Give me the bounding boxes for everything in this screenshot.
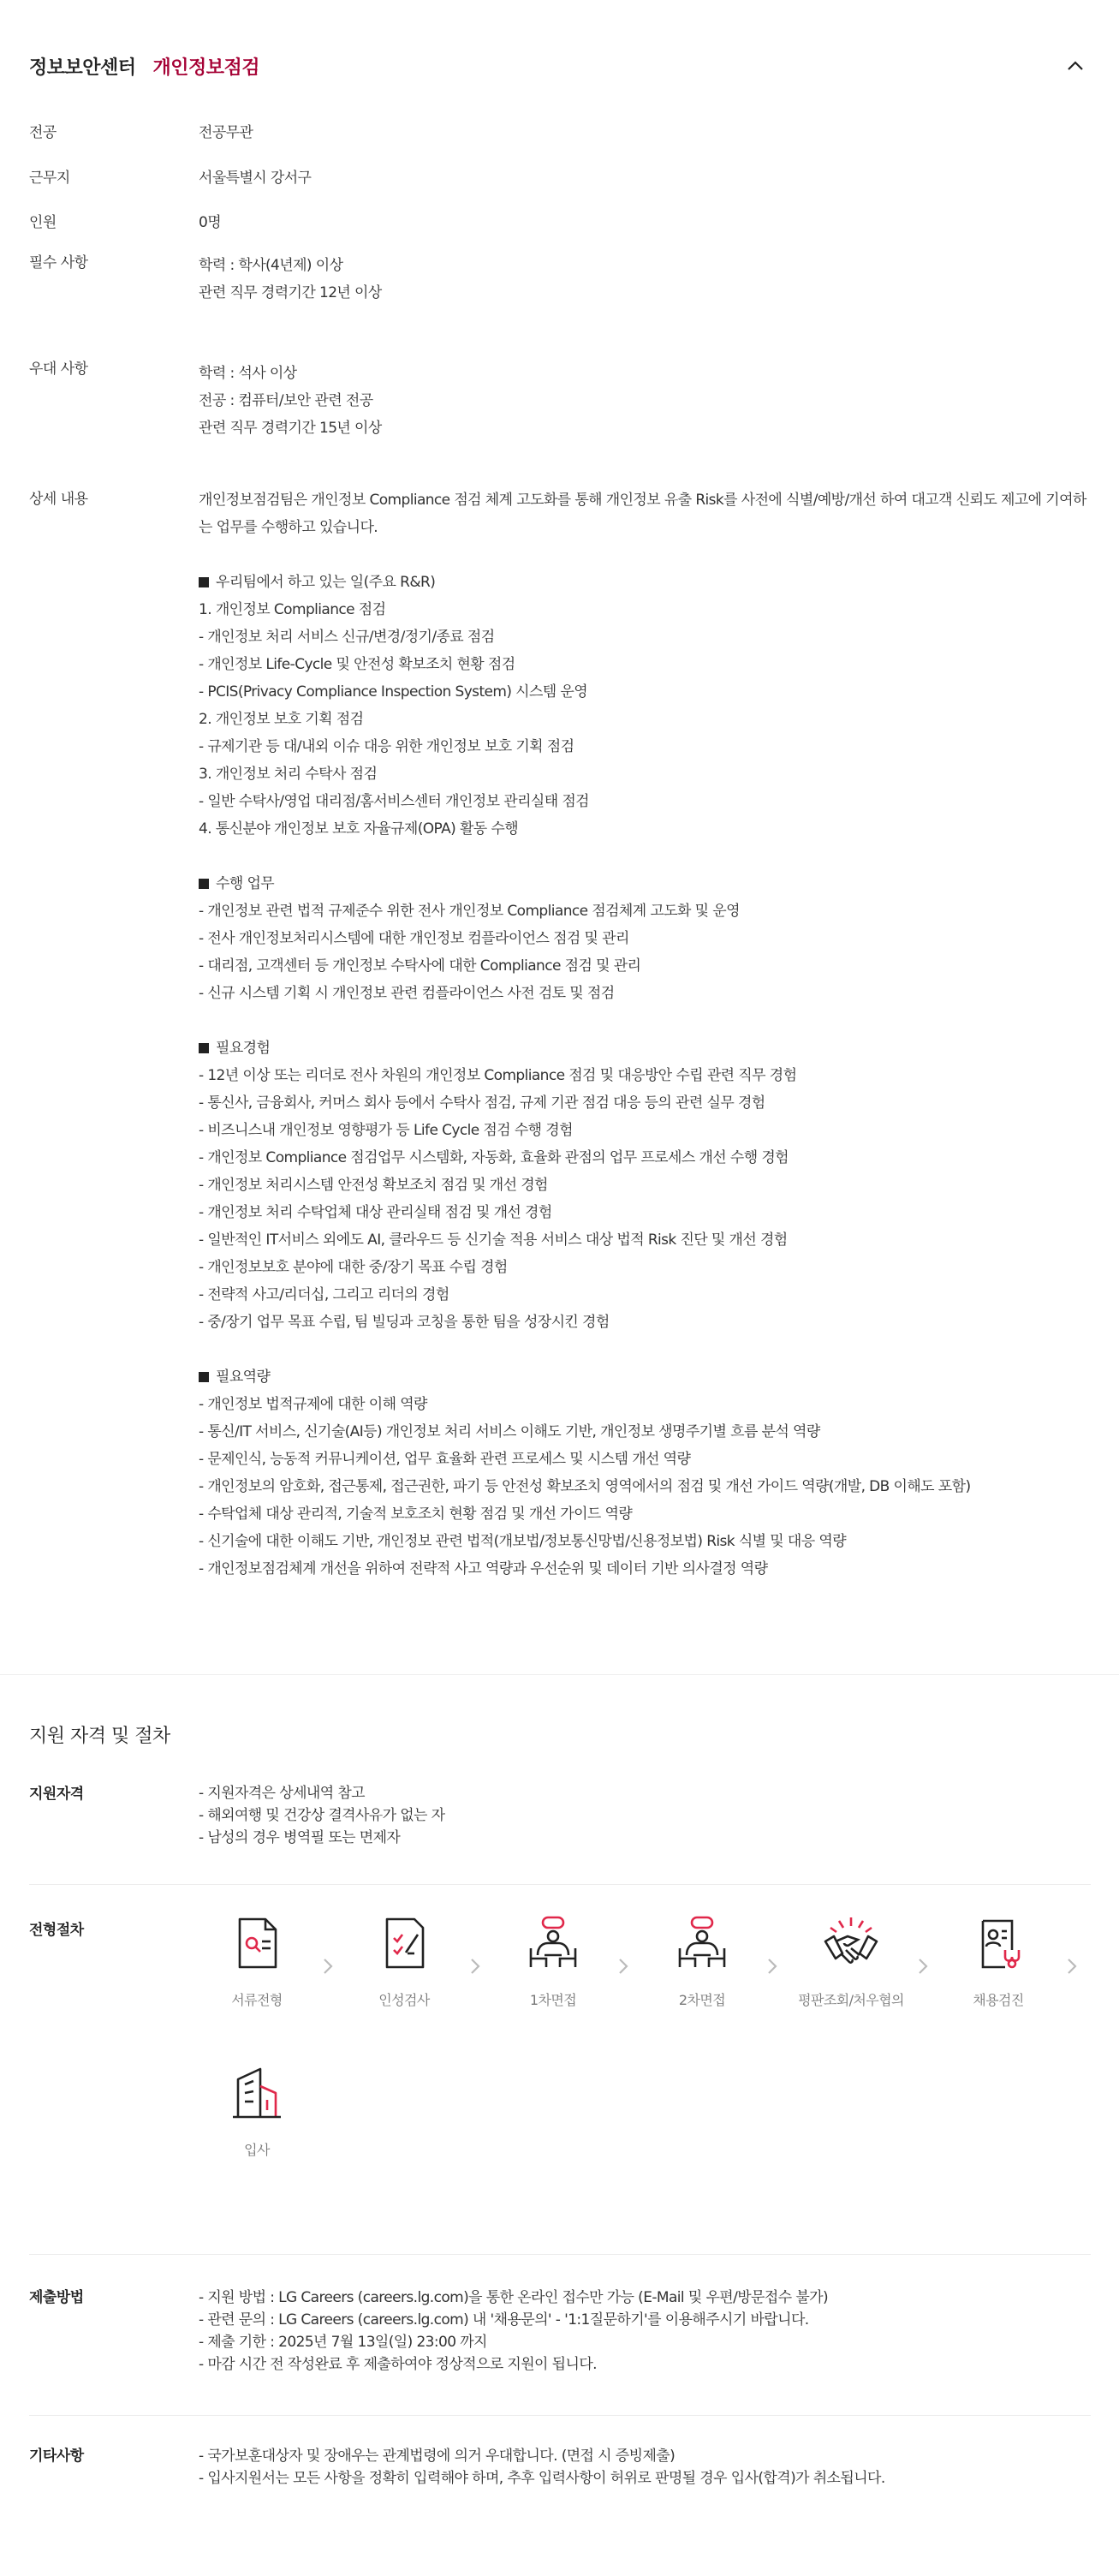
- tasks-line: - 대리점, 고객센터 등 개인정보 수탁사에 대한 Compliance 점검 및 관리: [199, 957, 641, 975]
- etc-label: 기타사항: [29, 2448, 84, 2465]
- tasks-line: - 전사 개인정보처리시스템에 대한 개인정보 컴플라이언스 점검 및 관리: [199, 930, 629, 947]
- rnr-line: 4. 통신분야 개인정보 보호 자율규제(OPA) 활동 수행: [199, 820, 519, 838]
- process-step-interview-1: [493, 1916, 613, 2009]
- chevron-right-icon: [468, 1958, 482, 1975]
- preferred-line: 관련 직무 경력기간 15년 이상: [199, 420, 382, 437]
- experience-line: - 개인정보 Compliance 점검업무 시스템화, 자동화, 효율화 관점의 업무 프로세스 개선 수행 경험: [199, 1149, 789, 1166]
- process-label: 전형절차: [29, 1922, 84, 1939]
- row-divider: [29, 2415, 1091, 2416]
- process-step-label: 1차면접: [529, 1992, 577, 2008]
- tasks-heading: [199, 870, 1106, 897]
- rnr-line: 2. 개인정보 보호 기획 점검: [199, 711, 364, 728]
- experience-line: - 개인정보 처리시스템 안전성 확보조치 점검 및 개선 경험: [199, 1177, 548, 1194]
- rnr-line: 3. 개인정보 처리 수탁사 점검: [199, 766, 378, 783]
- chevron-up-icon: [1067, 61, 1084, 71]
- required-line: 관련 직무 경력기간 12년 이상: [199, 284, 382, 301]
- row-divider: [29, 2254, 1091, 2255]
- process-step-label: 인성검사: [378, 1992, 430, 2008]
- qualification-text: [199, 1782, 1089, 1849]
- rnr-line: - PCIS(Privacy Compliance Inspection System) 시스템 운영: [199, 683, 588, 701]
- experience-line: - 통신사, 금융회사, 커머스 회사 등에서 수탁사 점검, 규제 기관 점검 대응 등의 관련 실무 경험: [199, 1094, 765, 1112]
- submission-line: - 관련 문의 : LG Careers (careers.lg.com) 내 '채용문의' - '1:1질문하기'를 이용해주시기 바랍니다.: [199, 2311, 809, 2329]
- competency-line: - 문제인식, 능동적 커뮤니케이션, 업무 효율화 관련 프로세스 및 시스템 개선 역량: [199, 1451, 691, 1468]
- medical-check-icon: [971, 1916, 1026, 1971]
- submission-line: - 지원 방법 : LG Careers (careers.lg.com)을 통한 온라인 접수만 가능 (E-Mail 및 우편/방문접수 불가): [199, 2289, 828, 2306]
- qualification-line: - 남성의 경우 병역필 또는 면제자: [199, 1829, 401, 1846]
- competency-line: - 수탁업체 대상 관리적, 기술적 보호조치 현황 점검 및 개선 가이드 역량: [199, 1506, 633, 1523]
- handshake-icon: [824, 1916, 878, 1971]
- etc-line: - 국가보훈대상자 및 장애우는 관계법령에 의거 우대합니다. (면접 시 증빙제출): [199, 2448, 676, 2465]
- document-search-icon: [229, 1916, 284, 1971]
- experience-line: - 일반적인 IT서비스 외에도 AI, 클라우드 등 신기술 적용 서비스 대상 법적 Risk 진단 및 개선 경험: [199, 1231, 788, 1249]
- process-step-reference: [791, 1916, 911, 2009]
- etc-line: - 입사지원서는 모든 사항을 정확히 입력해야 하며, 추후 입력사항이 허위로 판명될 경우 입사(합격)가 취소됩니다.: [199, 2470, 885, 2487]
- process-step-join: [197, 2066, 317, 2159]
- process-step-personality: [344, 1916, 464, 2009]
- spec-value: 서울특별시 강서구: [199, 170, 312, 187]
- qualification-label: 지원자격: [29, 1786, 84, 1803]
- square-bullet-icon: [199, 879, 209, 889]
- spec-label: 전공: [29, 124, 57, 141]
- experience-line: - 개인정보보호 분야에 대한 중/장기 목표 수립 경험: [199, 1259, 508, 1276]
- process-step-label: 2차면접: [678, 1992, 726, 2008]
- process-step-interview-2: [642, 1916, 762, 2009]
- experience-line: - 전략적 사고/리더십, 그리고 리더의 경험: [199, 1286, 449, 1303]
- qualification-line: - 지원자격은 상세내역 참고: [199, 1785, 365, 1802]
- competency-line: - 개인정보 법적규제에 대한 이해 역량: [199, 1396, 427, 1413]
- rnr-heading-text: 우리팀에서 하고 있는 일(주요 R&R): [216, 574, 436, 591]
- chevron-right-icon: [765, 1958, 779, 1975]
- tasks-line: - 신규 시스템 기획 시 개인정보 관련 컴플라이언스 사전 검토 및 점검: [199, 985, 615, 1002]
- process-step-medical: [938, 1916, 1058, 2009]
- preferred-line: 전공 : 컴퓨터/보안 관련 전공: [199, 392, 373, 409]
- tasks-line: - 개인정보 관련 법적 규제준수 위한 전사 개인정보 Compliance 점검체계 고도화 및 운영: [199, 903, 740, 920]
- spec-label: 상세 내용: [29, 491, 88, 508]
- preferred-line: 학력 : 석사 이상: [199, 365, 297, 382]
- spec-value-list: [199, 360, 1106, 442]
- interview-icon: [675, 1916, 729, 1971]
- spec-value: 전공무관: [199, 124, 253, 141]
- submission-line: - 제출 기한 : 2025년 7월 13일(일) 23:00 까지: [199, 2334, 487, 2351]
- required-line: 학력 : 학사(4년제) 이상: [199, 257, 343, 274]
- rnr-line: - 일반 수탁사/영업 대리점/홈서비스센터 개인정보 관리실태 점검: [199, 793, 589, 810]
- square-bullet-icon: [199, 1372, 209, 1382]
- chevron-right-icon: [916, 1958, 930, 1975]
- submission-label: 제출방법: [29, 2289, 84, 2306]
- rnr-line: - 개인정보 처리 서비스 신규/변경/정기/종료 점검: [199, 629, 495, 646]
- process-step-label: 평판조회/처우협의: [798, 1992, 904, 2008]
- experience-heading-text: 필요경험: [216, 1040, 271, 1057]
- qualification-line: - 해외여행 및 건강상 결격사유가 없는 자: [199, 1807, 445, 1824]
- competency-heading: [199, 1363, 1106, 1391]
- competency-heading-text: 필요역량: [216, 1368, 271, 1386]
- competency-line: - 신기술에 대한 이해도 기반, 개인정보 관련 법적(개보법/정보통신망법/신용정보법) Risk 식별 및 대응 역량: [199, 1533, 847, 1550]
- job-header: [29, 45, 1091, 87]
- square-bullet-icon: [199, 1043, 209, 1053]
- chevron-right-icon: [616, 1958, 630, 1975]
- detail-content: [199, 486, 1106, 1583]
- rnr-line: - 개인정보 Life-Cycle 및 안전성 확보조치 현황 점검: [199, 656, 515, 673]
- interview-icon: [526, 1916, 580, 1971]
- job-department: 정보보안센터: [29, 57, 136, 79]
- rnr-line: - 규제기관 등 대/내외 이슈 대응 위한 개인정보 보호 기획 점검: [199, 738, 574, 755]
- experience-line: - 12년 이상 또는 리더로 전사 차원의 개인정보 Compliance 점검 및 대응방안 수립 관련 직무 경험: [199, 1067, 797, 1084]
- office-building-icon: [229, 2066, 284, 2120]
- spec-label: 필수 사항: [29, 254, 88, 271]
- section-title: 지원 자격 및 절차: [29, 1726, 170, 1747]
- section-divider: [0, 1674, 1119, 1675]
- experience-heading: [199, 1035, 1106, 1062]
- rnr-line: 1. 개인정보 Compliance 점검: [199, 601, 386, 618]
- spec-label: 인원: [29, 214, 57, 231]
- experience-line: - 비즈니스내 개인정보 영향평가 등 Life Cycle 점검 수행 경험: [199, 1122, 573, 1139]
- checklist-pen-icon: [377, 1916, 432, 1971]
- etc-text: [199, 2445, 1089, 2490]
- experience-line: - 중/장기 업무 목표 수립, 팀 빌딩과 코칭을 통한 팀을 성장시킨 경험: [199, 1314, 610, 1331]
- spec-label: 우대 사항: [29, 361, 88, 378]
- chevron-right-icon: [321, 1958, 335, 1975]
- process-step-label: 서류전형: [231, 1992, 283, 2008]
- collapse-button[interactable]: [1060, 51, 1091, 81]
- detail-intro: 개인정보점검팀은 개인정보 Compliance 점검 체계 고도화를 통해 개인정보 유출 Risk를 사전에 식별/예방/개선 하여 대고객 신뢰도 제고에 기여하는 업무를 수행하고 있습니다.: [199, 492, 1086, 536]
- competency-line: - 개인정보의 암호화, 접근통제, 접근권한, 파기 등 안전성 확보조치 영역에서의 점검 및 개선 가이드 역량(개발, DB 이해도 포함): [199, 1478, 971, 1495]
- submission-line: - 마감 시간 전 작성완료 후 제출하여야 정상적으로 지원이 됩니다.: [199, 2356, 597, 2373]
- square-bullet-icon: [199, 577, 209, 587]
- submission-text: [199, 2287, 1089, 2376]
- row-divider: [29, 1884, 1091, 1885]
- job-title: 개인정보점검: [152, 57, 260, 79]
- spec-label: 근무지: [29, 170, 70, 187]
- process-step-label: 채용검진: [973, 1992, 1024, 2008]
- spec-value-list: [199, 252, 1106, 307]
- experience-line: - 개인정보 처리 수탁업체 대상 관리실태 점검 및 개선 경험: [199, 1204, 552, 1221]
- competency-line: - 통신/IT 서비스, 신기술(AI등) 개인정보 처리 서비스 이해도 기반, 개인정보 생명주기별 흐름 분석 역량: [199, 1423, 820, 1440]
- process-step-label: 입사: [244, 2142, 270, 2158]
- spec-value: 0명: [199, 214, 222, 231]
- rnr-heading: [199, 569, 1106, 596]
- competency-line: - 개인정보점검체계 개선을 위하여 전략적 사고 역량과 우선순위 및 데이터 기반 의사결정 역량: [199, 1560, 768, 1577]
- chevron-right-icon: [1065, 1958, 1079, 1975]
- tasks-heading-text: 수행 업무: [216, 875, 275, 892]
- process-step-document: [197, 1916, 317, 2009]
